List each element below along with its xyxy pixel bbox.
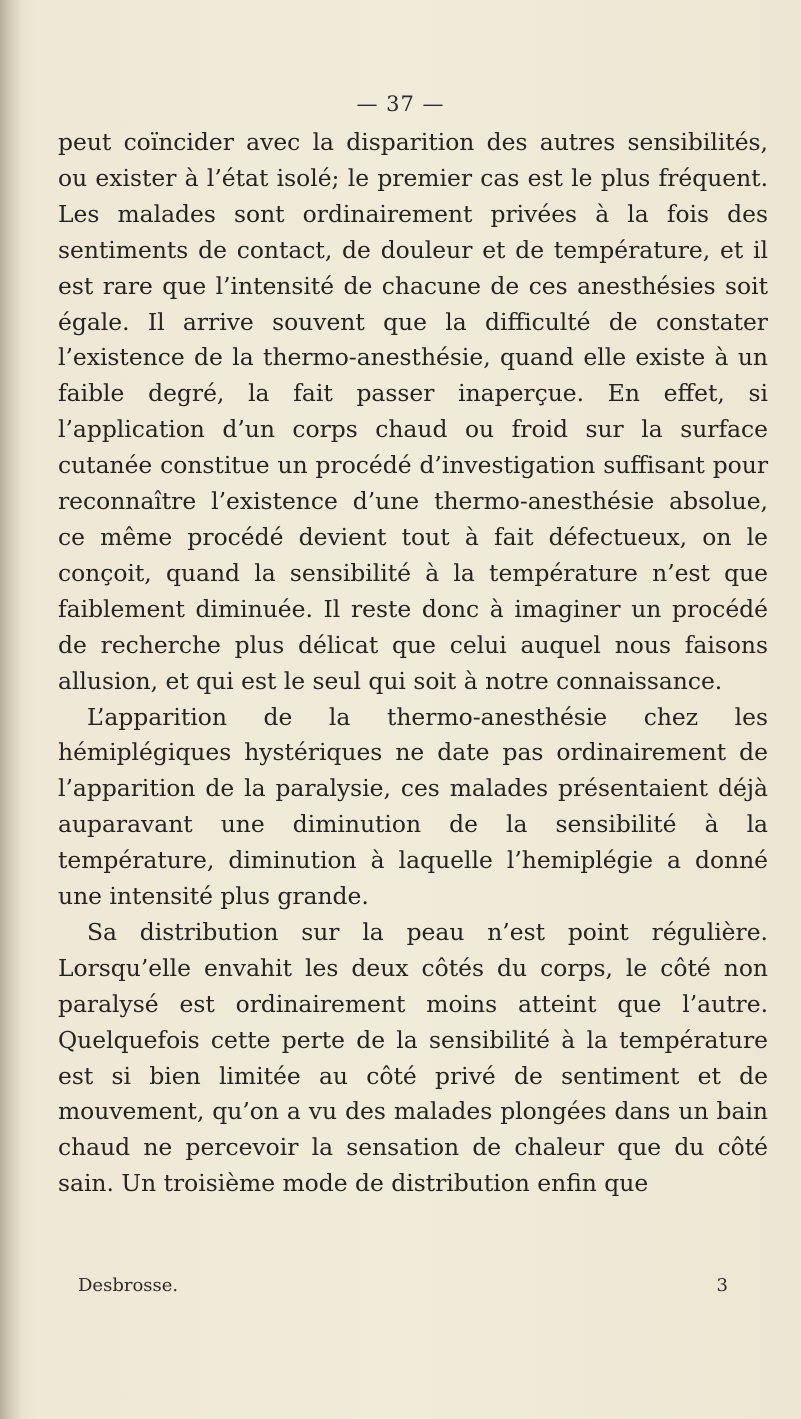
footer-author: Desbrosse.: [78, 1275, 179, 1296]
page-edge-shadow: [0, 0, 22, 1419]
signature-mark: 3: [716, 1275, 728, 1296]
body-text: [58, 125, 768, 1202]
paragraph-1: peut coïncider avec la disparition des autres sensibilités, ou exister à l’état isolé; le premier cas est le plus fréquent. Les malades sont ordinairement privées à la fois des sentiments de contact, de douleur et de température, et il est rare que l’intensité de chacune de ces anesthésies soit égale. Il arrive souvent que la difficulté de constater l’existence de la thermo-anesthésie, quand elle existe à un faible degré, la fait passer inaperçue. En effet, si l’application d’un corps chaud ou froid sur la surface cutanée constitue un procédé d’investigation suffisant pour reconnaître l’existence d’une thermo-anesthésie absolue, ce même procédé devient tout à fait défectueux, on le conçoit, quand la sensibilité à la température n’est que faiblement diminuée. Il reste donc à imaginer un procédé de recherche plus délicat que celui auquel nous faisons allusion, et qui est le seul qui soit à notre connaissance.: [58, 128, 768, 695]
page-number: — 37 —: [356, 92, 445, 116]
page-footer: [78, 1275, 768, 1296]
paragraph-3: Sa distribution sur la peau n’est point régulière. Lorsqu’elle envahit les deux côtés du corps, le côté non paralysé est ordinairement moins atteint que l’autre. Quelquefois cette perte de la sensibilité à la température est si bien limitée au côté privé de sentiment et de mouvement, qu’on a vu des malades plongées dans un bain chaud ne percevoir la sensation de chaleur que du côté sain. Un troisième mode de distribution enfin que: [58, 917, 768, 1198]
paragraph-2: L’apparition de la thermo-anesthésie chez les hémiplégiques hystériques ne date pas ordinairement de l’apparition de la paralysie, ces malades présentaient déjà auparavant une diminution de la sensibilité à la température, diminution à laquelle l’hemiplégie a donné une intensité plus grande.: [58, 702, 768, 911]
